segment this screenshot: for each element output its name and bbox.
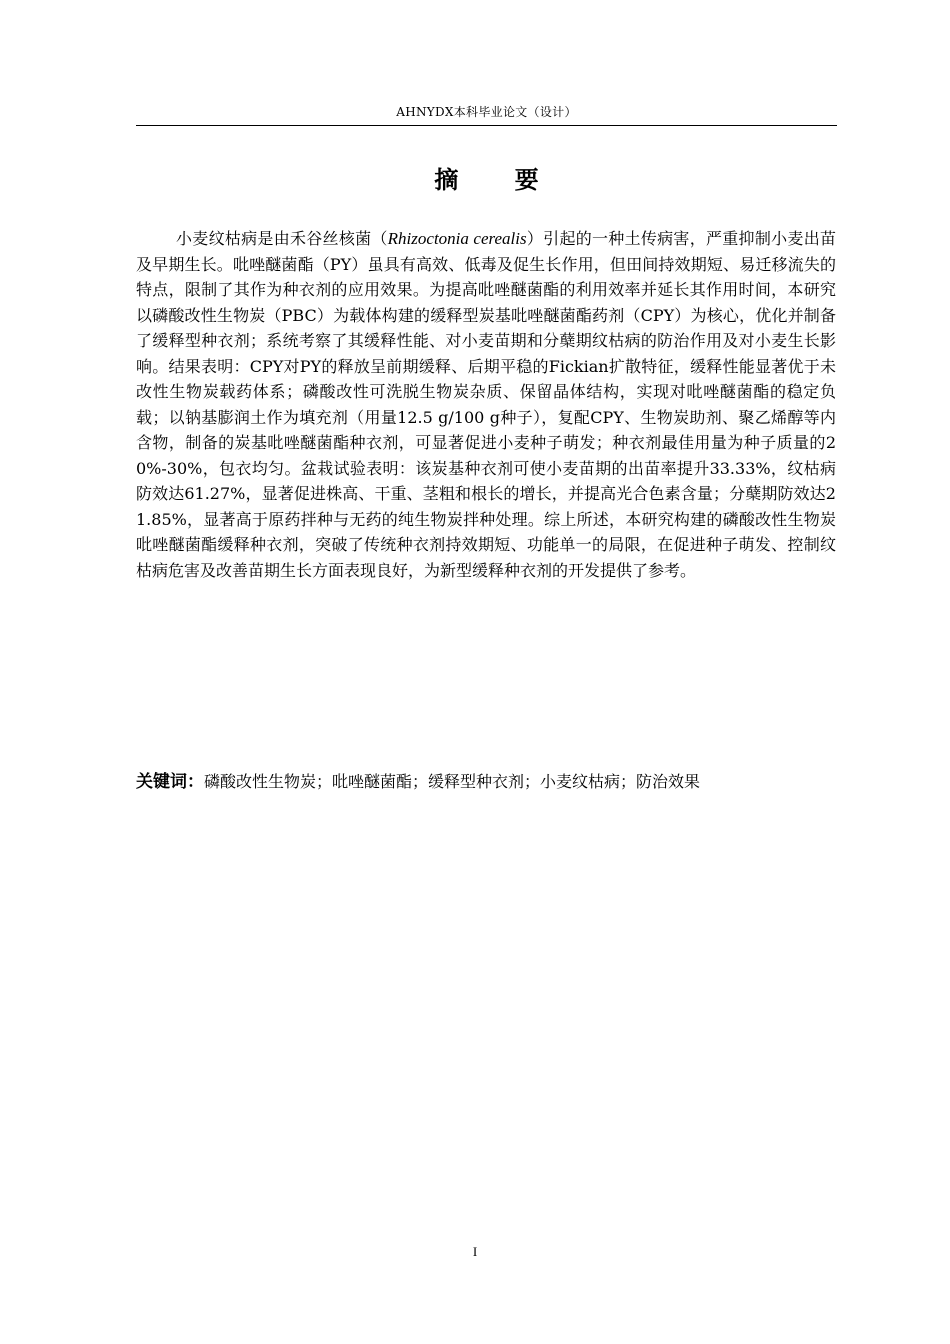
abstract-title: 摘 要 xyxy=(434,166,563,194)
keywords-line xyxy=(136,768,836,796)
keywords-text: 磷酸改性生物炭；吡唑醚菌酯；缓释型种衣剂；小麦纹枯病；防治效果 xyxy=(204,772,701,791)
page-number: I xyxy=(472,1244,478,1259)
header-divider xyxy=(136,125,837,126)
running-header: AHNYDX本科毕业论文（设计） xyxy=(396,105,577,119)
keywords-label: 关键词： xyxy=(136,772,204,792)
abstract-text-part1: 小麦纹枯病是由禾谷丝核菌（ xyxy=(176,229,388,248)
pathogen-latin-name: Rhizoctonia cerealis xyxy=(387,229,527,248)
abstract-text-part2: ）引起的一种土传病害，严重抑制小麦出苗及早期生长。吡唑醚菌酯（PY）虽具有高效、低毒及促生长作用，但田间持效期短、易迁移流失的特点，限制了其作为种衣剂的应用效果。为提高吡唑醚菌酯的利用效率并延长其作用时间，本研究以磷酸改性生物炭（PBC）为载体构建的缓释型炭基吡唑醚菌酯药剂（CPY）为核心，优化并制备了缓释型种衣剂；系统考察了其缓释性能、对小麦苗期和分蘖期纹枯病的防治作用及对小麦生长影响。结果表明：CPY对PY的释放呈前期缓释、后期平稳的Fickian扩散特征，缓释性能显著优于未改性生物炭载药体系；磷酸改性可洗脱生物炭杂质、保留晶体结构，实现对吡唑醚菌酯的稳定负载；以钠基膨润土作为填充剂（用量12.5 g/100 g种子），复配CPY、生物炭助剂、聚乙烯醇等内含物，制备的炭基吡唑醚菌酯种衣剂，可显著促进小麦种子萌发；种衣剂最佳用量为种子质量的20%-30%，包衣均匀。盆栽试验表明：该炭基种衣剂可使小麦苗期的出苗率提升33.33%，纹枯病防效达61.27%，显著促进株高、干重、茎粗和根长的增长，并提高光合色素含量；分蘖期防效达21.85%，显著高于原药拌种与无药的纯生物炭拌种处理。综上所述，本研究构建的磷酸改性生物炭吡唑醚菌酯缓释种衣剂，突破了传统种衣剂持效期短、功能单一的局限，在促进种子萌发、控制纹枯病危害及改善苗期生长方面表现良好，为新型缓释种衣剂的开发提供了参考。 xyxy=(136,229,836,580)
abstract-body xyxy=(136,226,836,583)
